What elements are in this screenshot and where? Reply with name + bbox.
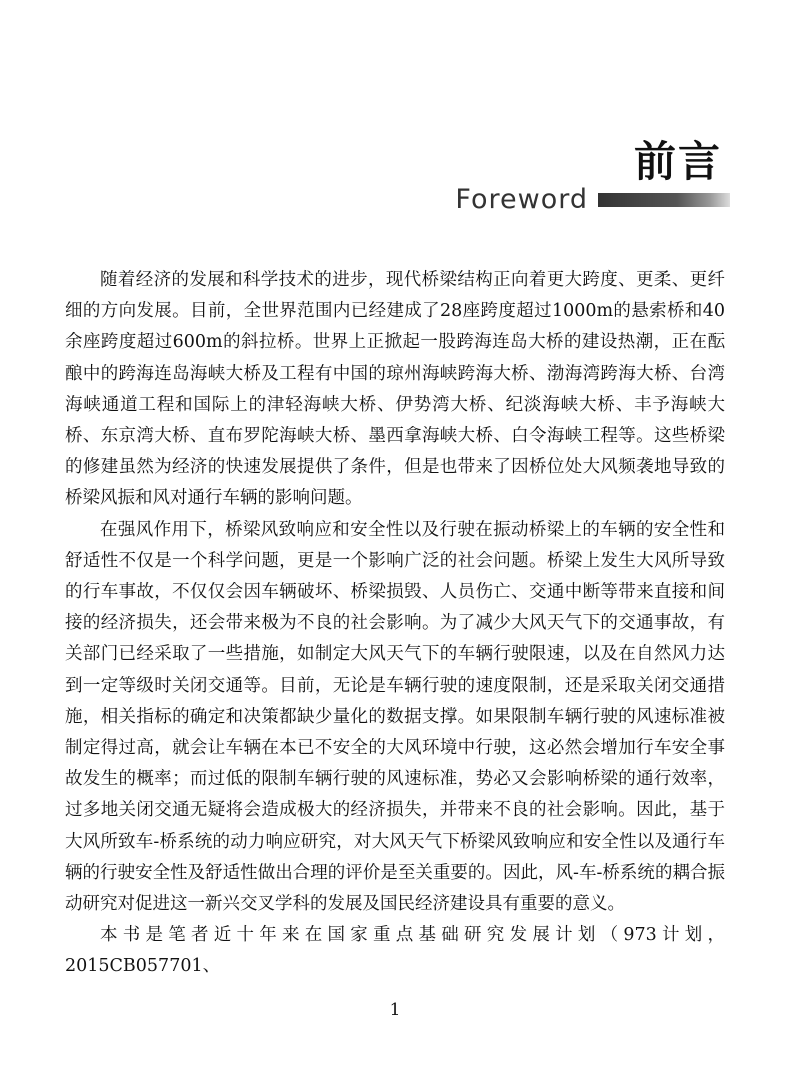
- paragraph-2: 在强风作用下，桥梁风致响应和安全性以及行驶在振动桥梁上的车辆的安全性和舒适性不仅是一个科学问题，更是一个影响广泛的社会问题。桥梁上发生大风所导致的行车事故，不仅仅会因车辆破坏、桥梁损毁、人员伤亡、交通中断等带来直接和间接的经济损失，还会带来极为不良的社会影响。为了减少大风天气下的交通事故，有关部门已经采取了一些措施，如制定大风天气下的车辆行驶限速，以及在自然风力达到一定等级时关闭交通等。目前，无论是车辆行驶的速度限制，还是采取关闭交通措施，相关指标的确定和决策都缺少量化的数据支撑。如果限制车辆行驶的风速标准被制定得过高，就会让车辆在本已不安全的大风环境中行驶，这必然会增加行车安全事故发生的概率；而过低的限制车辆行驶的风速标准，势必又会影响桥梁的通行效率，过多地关闭交通无疑将会造成极大的经济损失，并带来不良的社会影响。因此，基于大风所致车-桥系统的动力响应研究，对大风天气下桥梁风致响应和安全性以及通行车辆的行驶安全性及舒适性做出合理的评价是至关重要的。因此，风-车-桥系统的耦合振动研究对促进这一新兴交叉学科的发展及国民经济建设具有重要的意义。: [65, 519, 725, 915]
- chapter-heading: [634, 138, 722, 186]
- paragraph-3: 本书是笔者近十年来在国家重点基础研究发展计划（973计划，2015CB057701、: [65, 925, 725, 977]
- page-number: 1: [389, 1000, 401, 1020]
- body-text: [65, 265, 725, 983]
- chapter-title-cn: 前言: [633, 137, 722, 186]
- paragraph-1: 随着经济的发展和科学技术的进步，现代桥梁结构正向着更大跨度、更柔、更纤细的方向发展。目前，全世界范围内已经建成了28座跨度超过1000m的悬索桥和40余座跨度超过600m的斜拉桥。世界上正掀起一股跨海连岛大桥的建设热潮，正在酝酿中的跨海连岛海峡大桥及工程有中国的琼州海峡跨海大桥、渤海湾跨海大桥、台湾海峡通道工程和国际上的津轻海峡大桥、伊势湾大桥、纪淡海峡大桥、丰予海峡大桥、东京湾大桥、直布罗陀海峡大桥、墨西拿海峡大桥、白令海峡工程等。这些桥梁的修建虽然为经济的快速发展提供了条件，但是也带来了因桥位处大风频袭地导致的桥梁风振和风对通行车辆的影响问题。: [65, 270, 725, 509]
- chapter-title-en: Foreword: [455, 184, 588, 215]
- decorative-gradient-bar: [598, 193, 730, 207]
- chapter-subtitle-row: [455, 185, 730, 215]
